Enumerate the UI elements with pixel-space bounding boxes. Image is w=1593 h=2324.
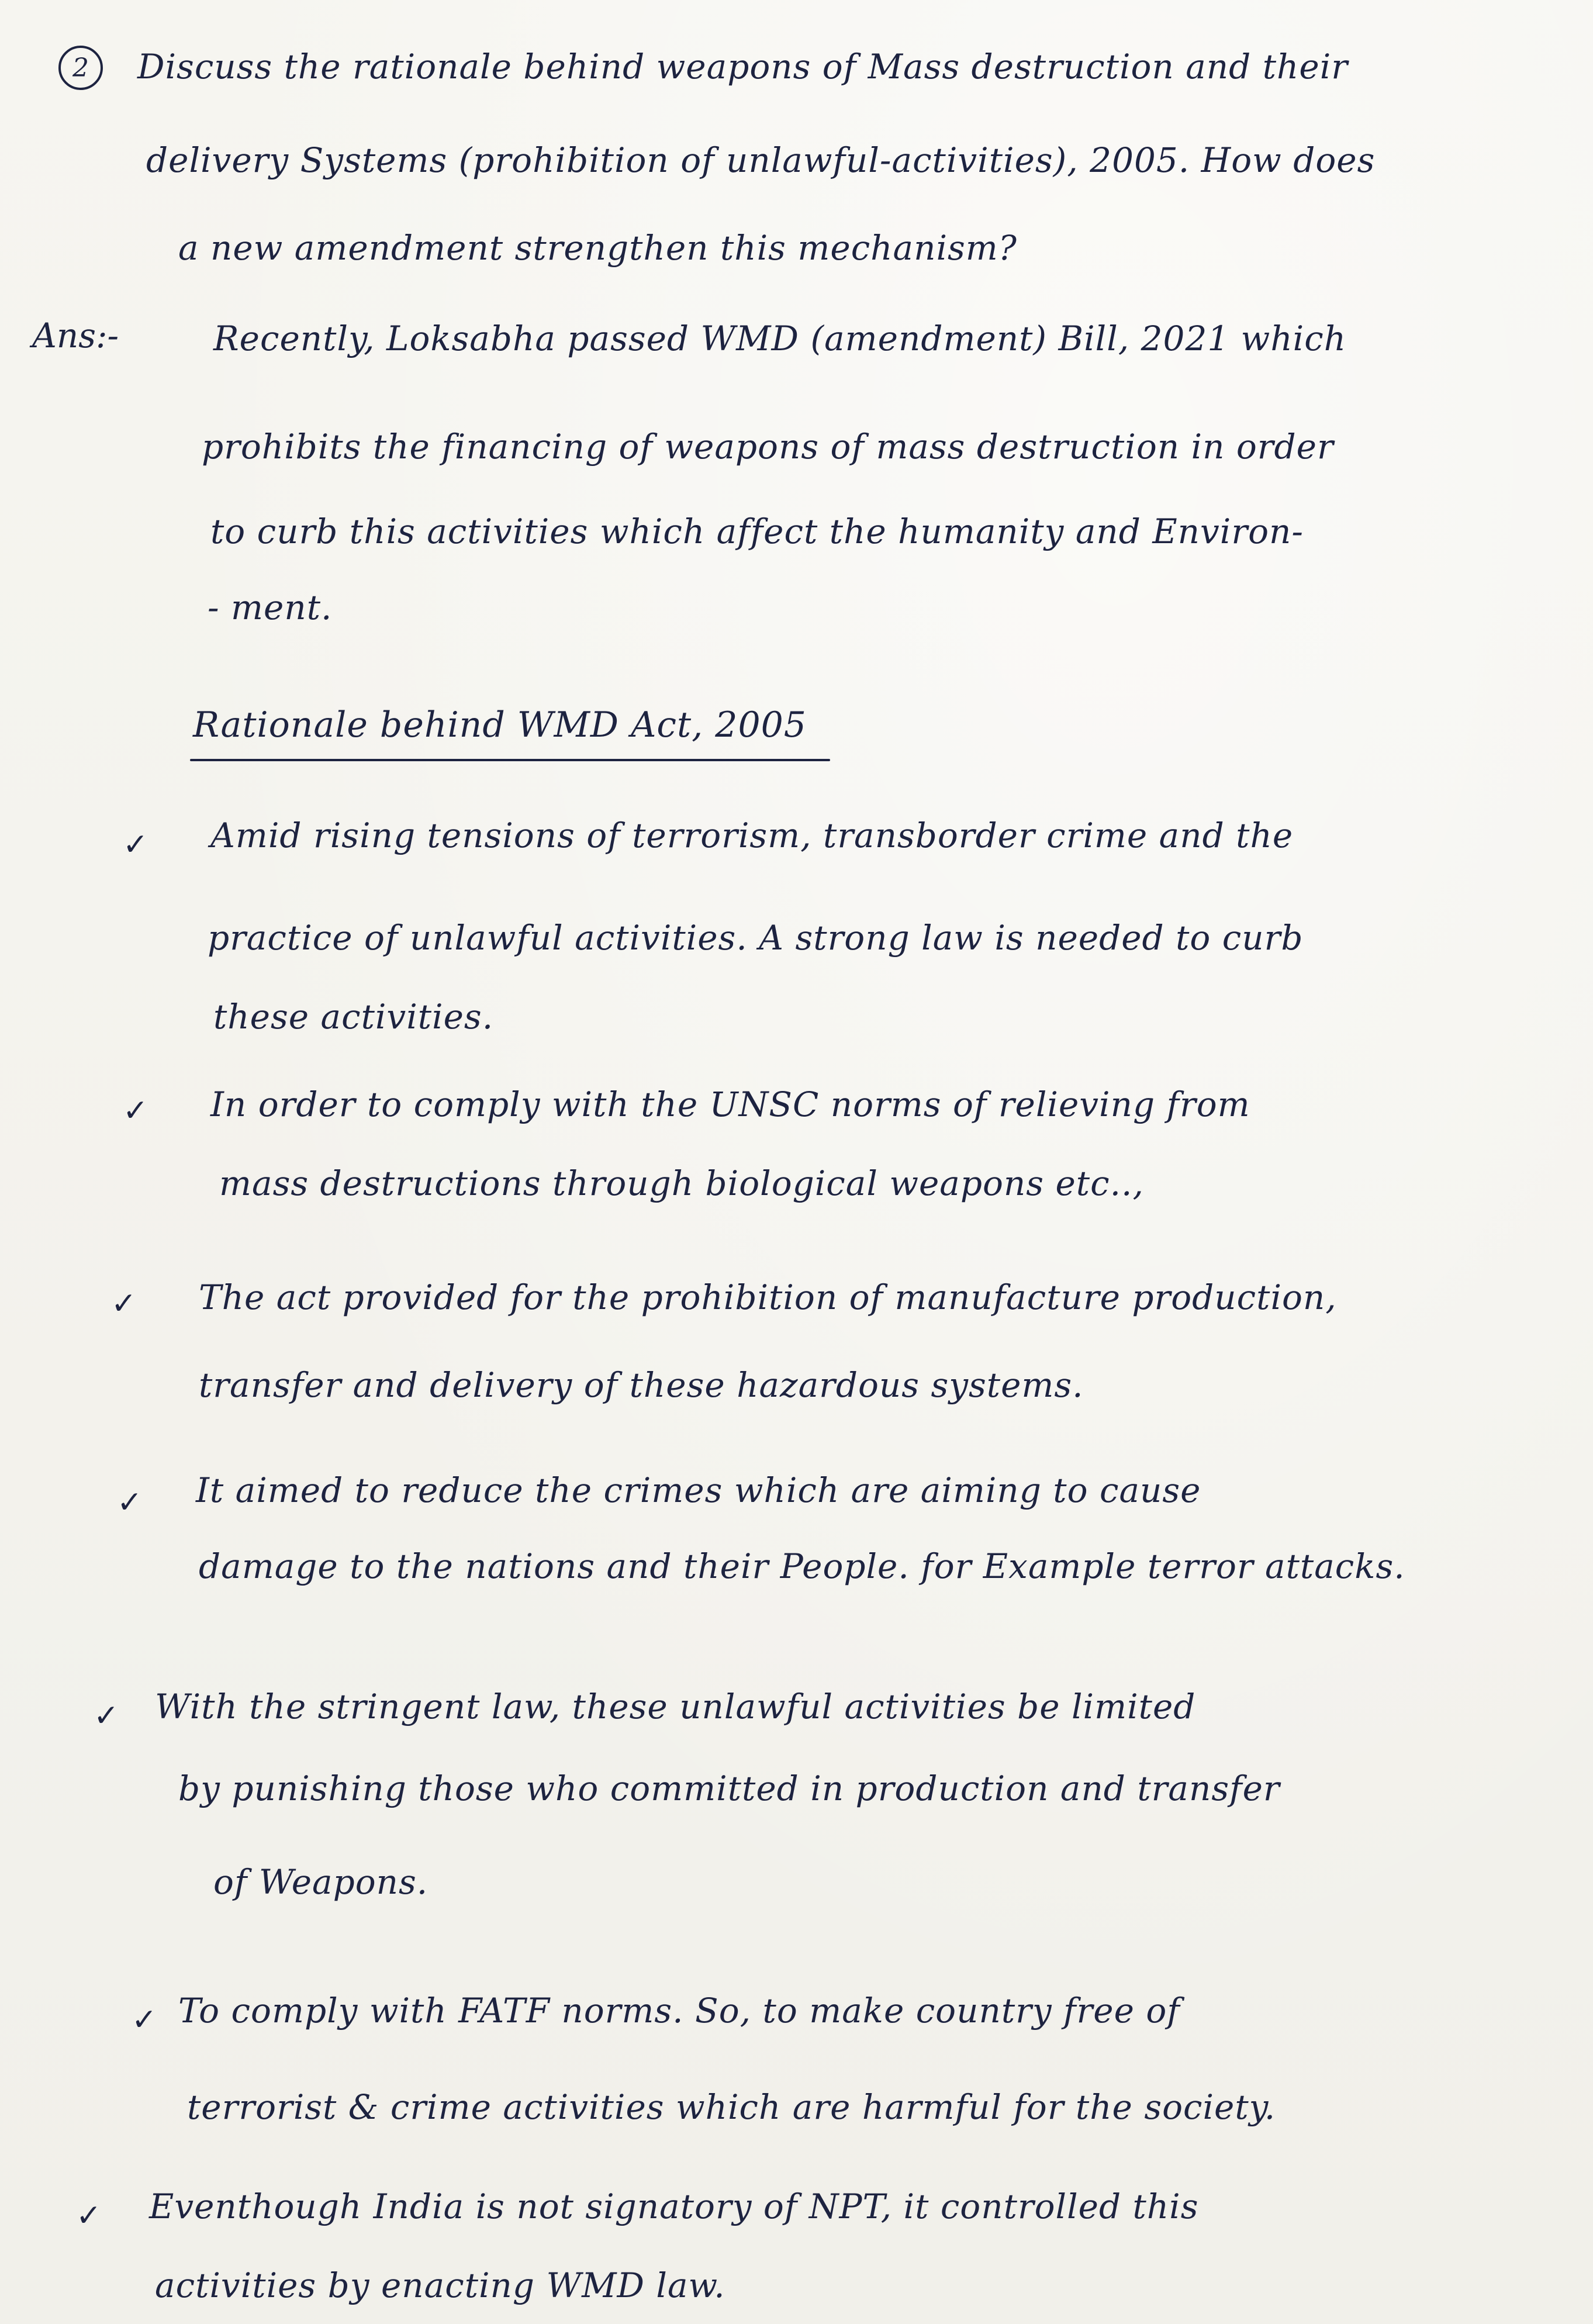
check-icon: ✓: [123, 1093, 148, 1128]
point-5-line-1: With the stringent law, these unlawful activities be limited: [155, 1687, 1196, 1726]
intro-line-2: prohibits the financing of weapons of mass destruction in order: [202, 427, 1334, 467]
point-1-line-2: practice of unlawful activities. A strong law is needed to curb: [208, 918, 1304, 958]
point-2-line-2: mass destructions through biological weapons etc..,: [219, 1163, 1144, 1203]
intro-line-1: Recently, Loksabha passed WMD (amendment) Bill, 2021 which: [213, 319, 1347, 358]
intro-line-4: - ment.: [208, 588, 333, 627]
check-icon: ✓: [111, 1286, 137, 1321]
point-7-line-1: Eventhough India is not signatory of NPT, it controlled this: [149, 2187, 1199, 2226]
point-5-line-3: of Weapons.: [213, 1862, 429, 1902]
check-icon: ✓: [123, 827, 148, 862]
point-5-line-2: by punishing those who committed in production and transfer: [178, 1769, 1280, 1808]
point-3-line-2: transfer and delivery of these hazardous systems.: [199, 1365, 1084, 1405]
point-3-line-1: The act provided for the prohibition of manufacture production,: [199, 1277, 1337, 1317]
question-number: 2: [58, 46, 103, 90]
point-6-line-2: terrorist & crime activities which are harmful for the society.: [187, 2087, 1276, 2127]
question-line-1: Discuss the rationale behind weapons of Mass destruction and their: [137, 47, 1348, 87]
point-4-line-1: It aimed to reduce the crimes which are aiming to cause: [196, 1470, 1201, 1510]
point-1-line-3: these activities.: [213, 997, 494, 1037]
heading-underline: [190, 759, 830, 761]
question-line-3: a new amendment strengthen this mechanism?: [178, 228, 1017, 268]
point-1-line-1: Amid rising tensions of terrorism, transborder crime and the: [210, 816, 1294, 855]
point-2-line-1: In order to comply with the UNSC norms of relieving from: [210, 1085, 1250, 1124]
point-7-line-2: activities by enacting WMD law.: [155, 2266, 725, 2305]
point-6-line-1: To comply with FATF norms. So, to make country free of: [178, 1991, 1180, 2031]
point-4-line-2: damage to the nations and their People. for Example terror attacks.: [199, 1546, 1405, 1586]
answer-label: Ans:-: [32, 316, 119, 355]
question-line-2: delivery Systems (prohibition of unlawful-activities), 2005. How does: [146, 140, 1376, 180]
check-icon: ✓: [132, 2002, 157, 2038]
check-icon: ✓: [94, 1698, 119, 1733]
intro-line-3: to curb this activities which affect the humanity and Environ-: [210, 512, 1304, 551]
check-icon: ✓: [76, 2198, 102, 2233]
section-heading: Rationale behind WMD Act, 2005: [193, 705, 807, 745]
check-icon: ✓: [117, 1485, 143, 1520]
